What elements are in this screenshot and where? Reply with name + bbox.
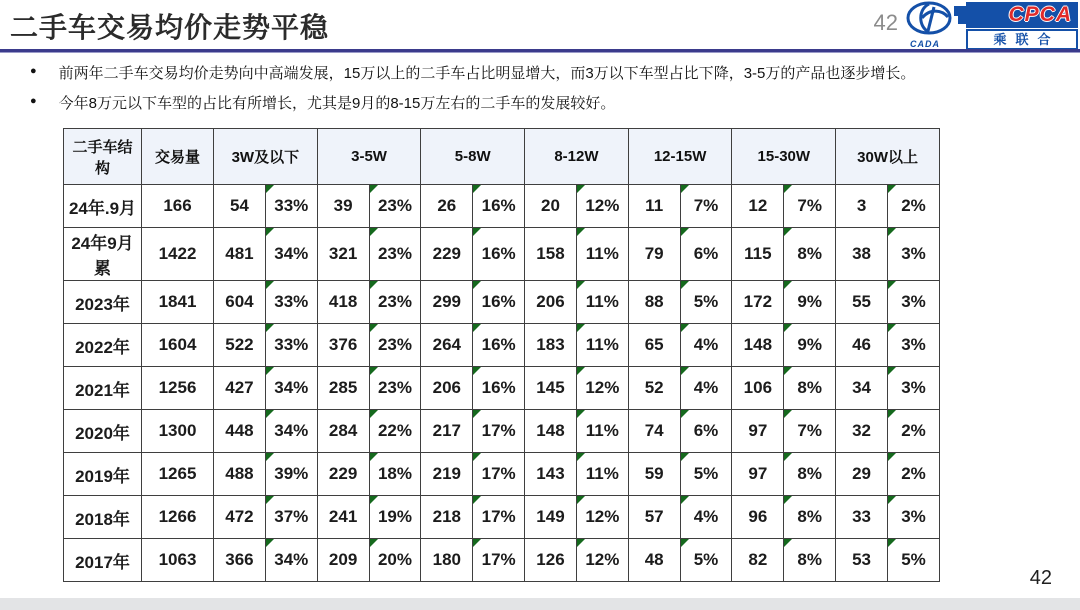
table-header-cell: 30W以上 bbox=[836, 129, 940, 185]
count-cell: 12 bbox=[732, 185, 784, 228]
table-header-cell: 12-15W bbox=[628, 129, 732, 185]
count-cell: 29 bbox=[836, 453, 888, 496]
count-cell: 321 bbox=[317, 228, 369, 281]
percent-cell: 17% bbox=[473, 453, 525, 496]
count-cell: 59 bbox=[628, 453, 680, 496]
table-row bbox=[64, 281, 940, 324]
count-cell: 97 bbox=[732, 410, 784, 453]
percent-cell: 18% bbox=[369, 453, 421, 496]
percent-cell: 3% bbox=[887, 228, 939, 281]
count-cell: 218 bbox=[421, 496, 473, 539]
percent-cell: 6% bbox=[680, 228, 732, 281]
count-cell: 3 bbox=[836, 185, 888, 228]
count-cell: 376 bbox=[317, 324, 369, 367]
count-cell: 285 bbox=[317, 367, 369, 410]
table-header-cell: 3-5W bbox=[317, 129, 421, 185]
table-header-cell: 交易量 bbox=[142, 129, 214, 185]
row-label-cell: 2020年 bbox=[64, 410, 142, 453]
count-cell: 217 bbox=[421, 410, 473, 453]
count-cell: 96 bbox=[732, 496, 784, 539]
percent-cell: 20% bbox=[369, 539, 421, 582]
title-divider bbox=[0, 49, 1080, 53]
count-cell: 264 bbox=[421, 324, 473, 367]
table-row bbox=[64, 367, 940, 410]
count-cell: 79 bbox=[628, 228, 680, 281]
table-row bbox=[64, 453, 940, 496]
count-cell: 418 bbox=[317, 281, 369, 324]
count-cell: 39 bbox=[317, 185, 369, 228]
percent-cell: 2% bbox=[887, 185, 939, 228]
count-cell: 148 bbox=[732, 324, 784, 367]
count-cell: 206 bbox=[525, 281, 577, 324]
percent-cell: 34% bbox=[265, 228, 317, 281]
count-cell: 206 bbox=[421, 367, 473, 410]
count-cell: 366 bbox=[214, 539, 266, 582]
count-cell: 20 bbox=[525, 185, 577, 228]
cpca-logo bbox=[966, 2, 1078, 50]
percent-cell: 12% bbox=[576, 367, 628, 410]
row-label-cell: 2022年 bbox=[64, 324, 142, 367]
count-cell: 65 bbox=[628, 324, 680, 367]
percent-cell: 17% bbox=[473, 410, 525, 453]
percent-cell: 37% bbox=[265, 496, 317, 539]
count-cell: 145 bbox=[525, 367, 577, 410]
percent-cell: 17% bbox=[473, 539, 525, 582]
count-cell: 183 bbox=[525, 324, 577, 367]
percent-cell: 16% bbox=[473, 281, 525, 324]
percent-cell: 5% bbox=[887, 539, 939, 582]
used-car-structure-table bbox=[63, 128, 940, 582]
count-cell: 106 bbox=[732, 367, 784, 410]
row-label-cell: 2021年 bbox=[64, 367, 142, 410]
count-cell: 52 bbox=[628, 367, 680, 410]
count-cell: 229 bbox=[317, 453, 369, 496]
volume-cell: 1256 bbox=[142, 367, 214, 410]
percent-cell: 34% bbox=[265, 410, 317, 453]
cada-swirl-icon bbox=[904, 1, 954, 39]
count-cell: 115 bbox=[732, 228, 784, 281]
percent-cell: 8% bbox=[784, 228, 836, 281]
count-cell: 33 bbox=[836, 496, 888, 539]
cpca-logo-subtext: 乘联合 bbox=[966, 29, 1078, 50]
volume-cell: 1300 bbox=[142, 410, 214, 453]
table-header-cell: 二手车结构 bbox=[64, 129, 142, 185]
table-row bbox=[64, 410, 940, 453]
percent-cell: 4% bbox=[680, 496, 732, 539]
page-title: 二手车交易均价走势平稳 bbox=[10, 12, 330, 43]
percent-cell: 9% bbox=[784, 324, 836, 367]
percent-cell: 11% bbox=[576, 228, 628, 281]
count-cell: 48 bbox=[628, 539, 680, 582]
count-cell: 53 bbox=[836, 539, 888, 582]
count-cell: 46 bbox=[836, 324, 888, 367]
count-cell: 219 bbox=[421, 453, 473, 496]
count-cell: 284 bbox=[317, 410, 369, 453]
percent-cell: 17% bbox=[473, 496, 525, 539]
count-cell: 88 bbox=[628, 281, 680, 324]
percent-cell: 3% bbox=[887, 324, 939, 367]
percent-cell: 11% bbox=[576, 453, 628, 496]
bullet-text: 今年8万元以下车型的占比有所增长，尤其是9月的8-15万左右的二手车的发展较好。 bbox=[58, 95, 616, 112]
percent-cell: 9% bbox=[784, 281, 836, 324]
percent-cell: 23% bbox=[369, 281, 421, 324]
table-header-cell: 8-12W bbox=[525, 129, 629, 185]
cada-logo bbox=[904, 1, 962, 49]
percent-cell: 16% bbox=[473, 324, 525, 367]
row-label-cell: 24年9月累 bbox=[64, 228, 142, 281]
table-row bbox=[64, 324, 940, 367]
table-row bbox=[64, 496, 940, 539]
count-cell: 126 bbox=[525, 539, 577, 582]
count-cell: 57 bbox=[628, 496, 680, 539]
page-number-bottom: 42 bbox=[1029, 567, 1052, 589]
volume-cell: 1604 bbox=[142, 324, 214, 367]
percent-cell: 7% bbox=[680, 185, 732, 228]
count-cell: 97 bbox=[732, 453, 784, 496]
count-cell: 34 bbox=[836, 367, 888, 410]
volume-cell: 166 bbox=[142, 185, 214, 228]
count-cell: 522 bbox=[214, 324, 266, 367]
count-cell: 299 bbox=[421, 281, 473, 324]
percent-cell: 23% bbox=[369, 367, 421, 410]
count-cell: 448 bbox=[214, 410, 266, 453]
count-cell: 180 bbox=[421, 539, 473, 582]
count-cell: 481 bbox=[214, 228, 266, 281]
percent-cell: 7% bbox=[784, 185, 836, 228]
percent-cell: 3% bbox=[887, 281, 939, 324]
percent-cell: 16% bbox=[473, 367, 525, 410]
bullet-item bbox=[30, 62, 1070, 83]
volume-cell: 1265 bbox=[142, 453, 214, 496]
count-cell: 472 bbox=[214, 496, 266, 539]
percent-cell: 8% bbox=[784, 539, 836, 582]
count-cell: 209 bbox=[317, 539, 369, 582]
table-header-cell: 5-8W bbox=[421, 129, 525, 185]
percent-cell: 3% bbox=[887, 496, 939, 539]
count-cell: 172 bbox=[732, 281, 784, 324]
percent-cell: 5% bbox=[680, 453, 732, 496]
count-cell: 148 bbox=[525, 410, 577, 453]
percent-cell: 33% bbox=[265, 185, 317, 228]
count-cell: 26 bbox=[421, 185, 473, 228]
percent-cell: 12% bbox=[576, 539, 628, 582]
volume-cell: 1063 bbox=[142, 539, 214, 582]
table-header-row bbox=[64, 129, 940, 185]
row-label-cell: 2023年 bbox=[64, 281, 142, 324]
percent-cell: 19% bbox=[369, 496, 421, 539]
percent-cell: 2% bbox=[887, 410, 939, 453]
percent-cell: 4% bbox=[680, 367, 732, 410]
count-cell: 149 bbox=[525, 496, 577, 539]
percent-cell: 8% bbox=[784, 367, 836, 410]
percent-cell: 5% bbox=[680, 539, 732, 582]
percent-cell: 23% bbox=[369, 324, 421, 367]
percent-cell: 34% bbox=[265, 539, 317, 582]
row-label-cell: 2019年 bbox=[64, 453, 142, 496]
percent-cell: 23% bbox=[369, 228, 421, 281]
percent-cell: 6% bbox=[680, 410, 732, 453]
count-cell: 229 bbox=[421, 228, 473, 281]
count-cell: 82 bbox=[732, 539, 784, 582]
count-cell: 54 bbox=[214, 185, 266, 228]
count-cell: 55 bbox=[836, 281, 888, 324]
percent-cell: 8% bbox=[784, 496, 836, 539]
percent-cell: 34% bbox=[265, 367, 317, 410]
table-row bbox=[64, 185, 940, 228]
count-cell: 74 bbox=[628, 410, 680, 453]
percent-cell: 33% bbox=[265, 281, 317, 324]
percent-cell: 16% bbox=[473, 228, 525, 281]
volume-cell: 1841 bbox=[142, 281, 214, 324]
bullet-item bbox=[30, 92, 1070, 113]
bullet-icon: ● bbox=[30, 65, 37, 77]
cpca-logo-label: CPCA bbox=[1008, 3, 1072, 26]
percent-cell: 4% bbox=[680, 324, 732, 367]
table-row bbox=[64, 539, 940, 582]
row-label-cell: 2017年 bbox=[64, 539, 142, 582]
percent-cell: 3% bbox=[887, 367, 939, 410]
count-cell: 241 bbox=[317, 496, 369, 539]
count-cell: 143 bbox=[525, 453, 577, 496]
percent-cell: 5% bbox=[680, 281, 732, 324]
count-cell: 158 bbox=[525, 228, 577, 281]
percent-cell: 12% bbox=[576, 496, 628, 539]
bullet-list bbox=[30, 62, 1070, 122]
percent-cell: 39% bbox=[265, 453, 317, 496]
percent-cell: 22% bbox=[369, 410, 421, 453]
percent-cell: 11% bbox=[576, 281, 628, 324]
table-header-cell: 15-30W bbox=[732, 129, 836, 185]
volume-cell: 1266 bbox=[142, 496, 214, 539]
percent-cell: 16% bbox=[473, 185, 525, 228]
row-label-cell: 24年.9月 bbox=[64, 185, 142, 228]
count-cell: 427 bbox=[214, 367, 266, 410]
count-cell: 488 bbox=[214, 453, 266, 496]
percent-cell: 12% bbox=[576, 185, 628, 228]
percent-cell: 23% bbox=[369, 185, 421, 228]
table-header-cell: 3W及以下 bbox=[214, 129, 318, 185]
table-row bbox=[64, 228, 940, 281]
row-label-cell: 2018年 bbox=[64, 496, 142, 539]
percent-cell: 8% bbox=[784, 453, 836, 496]
percent-cell: 11% bbox=[576, 324, 628, 367]
bullet-icon: ● bbox=[30, 95, 37, 107]
cada-logo-label: CADA bbox=[910, 39, 940, 49]
count-cell: 32 bbox=[836, 410, 888, 453]
page-number-top: 42 bbox=[873, 10, 898, 35]
percent-cell: 33% bbox=[265, 324, 317, 367]
count-cell: 38 bbox=[836, 228, 888, 281]
bottom-bar bbox=[0, 598, 1080, 610]
cpca-logo-box bbox=[966, 2, 1078, 28]
volume-cell: 1422 bbox=[142, 228, 214, 281]
count-cell: 11 bbox=[628, 185, 680, 228]
percent-cell: 11% bbox=[576, 410, 628, 453]
percent-cell: 2% bbox=[887, 453, 939, 496]
count-cell: 604 bbox=[214, 281, 266, 324]
bullet-text: 前两年二手车交易均价走势向中高端发展，15万以上的二手车占比明显增大，而3万以下车型占比下降，3-5万的产品也逐步增长。 bbox=[58, 65, 916, 82]
percent-cell: 7% bbox=[784, 410, 836, 453]
